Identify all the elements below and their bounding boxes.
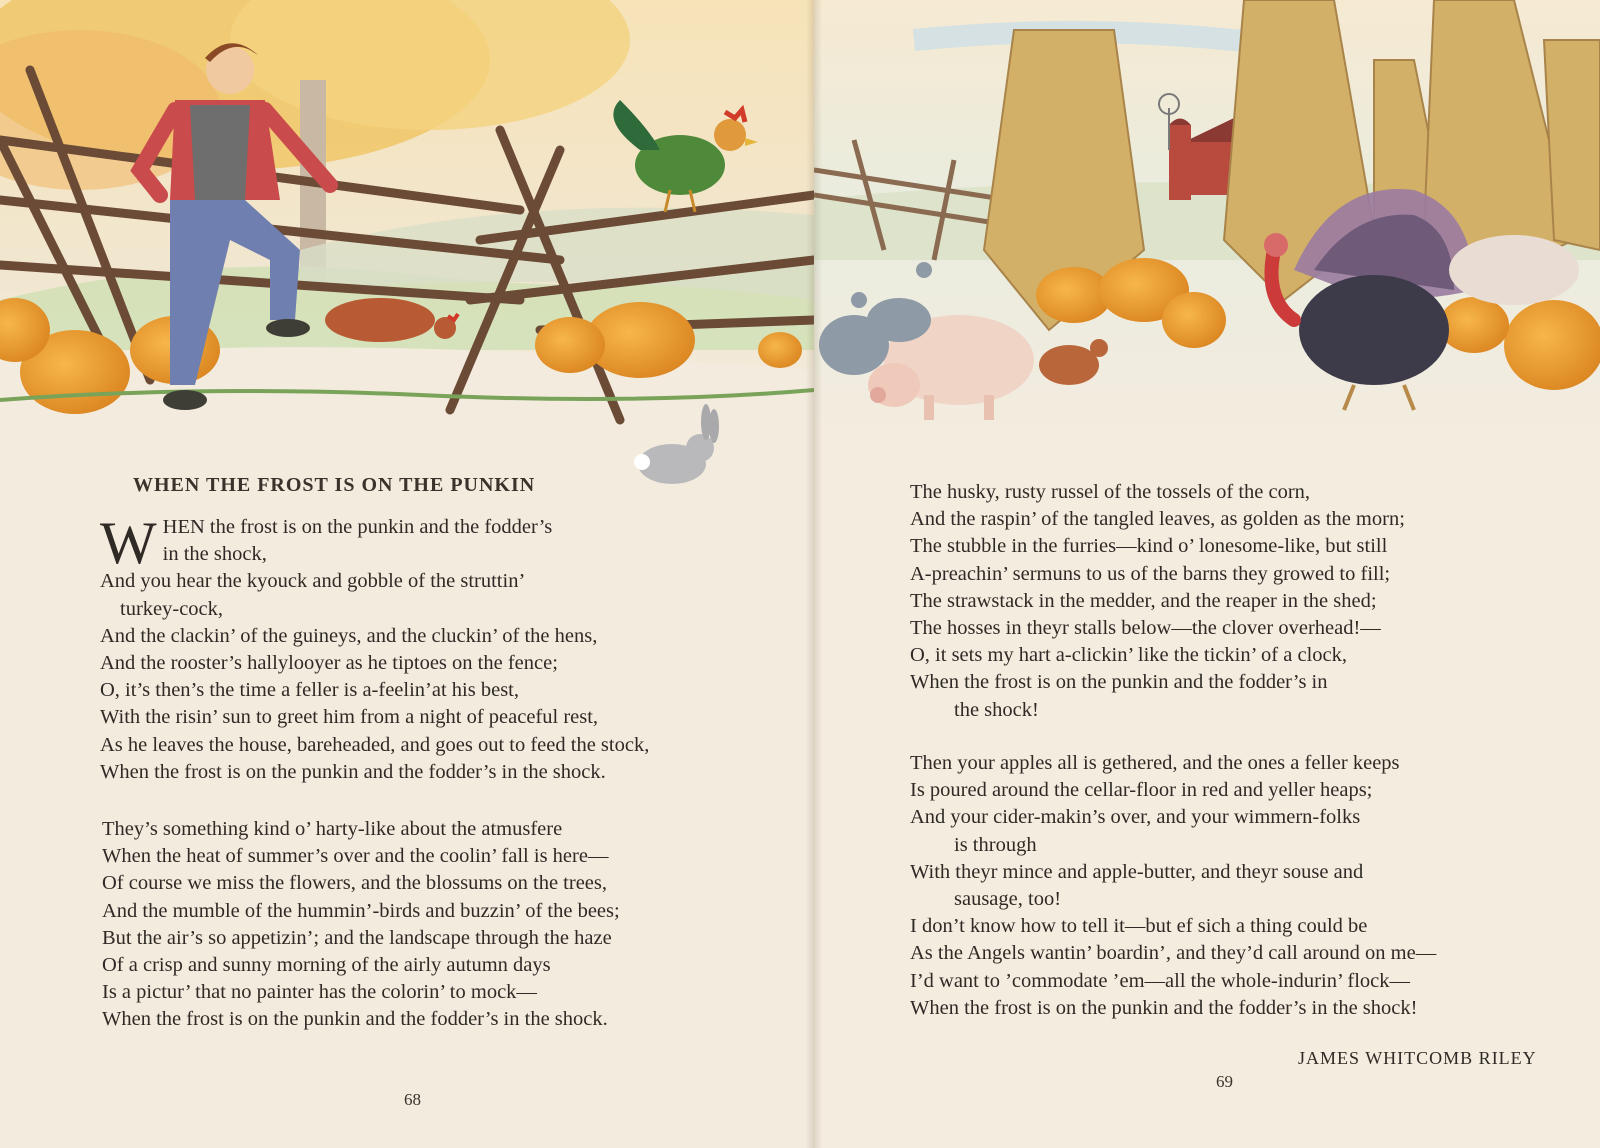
left-illustration (0, 0, 814, 495)
stanza-4 (910, 750, 1436, 1022)
poem-line: And the mumble of the hummin’-birds and buzzin’ of the bees; (102, 899, 620, 922)
poem-line: As the Angels wantin’ boardin’, and they’d call around on me— (910, 942, 1437, 965)
poem-line: Is a pictur’ that no painter has the colorin’ to mock— (102, 981, 537, 1004)
page-number-right: 69 (1216, 1072, 1233, 1091)
poem-line: And the rooster’s hallylooyer as he tiptoes on the fence; (100, 652, 558, 675)
poem-line: Is poured around the cellar-floor in red and yeller heaps; (910, 779, 1373, 802)
poem-line: And you hear the kyouck and gobble of the struttin’ (100, 570, 526, 593)
poem-line: As he leaves the house, bareheaded, and goes out to feed the stock, (100, 733, 650, 756)
poem-line: Of a crisp and sunny morning of the airly autumn days (102, 954, 551, 977)
poem-line: O, it’s then’s the time a feller is a-feelin’at his best, (100, 679, 519, 702)
poem-line: I’d want to ’commodate ’em—all the whole-indurin’ flock— (910, 969, 1411, 992)
poem-line: I don’t know how to tell it—but ef sich a thing could be (910, 915, 1368, 938)
pig-background (1449, 235, 1579, 305)
poem-line: When the frost is on the punkin and the fodder’s in the shock. (100, 760, 606, 783)
poem-line: The husky, rusty russel of the tossels of the corn, (910, 481, 1311, 503)
poem-line: When the heat of summer’s over and the coolin’ fall is here— (102, 845, 609, 868)
poem-line: With theyr mince and apple-butter, and theyr souse and (910, 860, 1364, 883)
poem-line: They’s something kind o’ harty-like about the atmusfere (102, 818, 563, 840)
poem-author: JAMES WHITCOMB RILEY (1298, 1048, 1537, 1068)
poem-line: in the shock, (162, 543, 267, 566)
poem-line: But the air’s so appetizin’; and the landscape through the haze (102, 926, 612, 949)
poem-line: When the frost is on the punkin and the fodder’s in the shock. (102, 1008, 608, 1031)
drop-cap: W (100, 510, 157, 576)
poem-line: When the frost is on the punkin and the fodder’s in the shock! (910, 996, 1418, 1019)
poem-line: sausage, too! (954, 888, 1062, 911)
poem-line: And the clackin’ of the guineys, and the cluckin’ of the hens, (100, 624, 598, 647)
poem-line: O, it sets my hart a-clickin’ like the tickin’ of a clock, (910, 644, 1347, 667)
poem-line: The strawstack in the medder, and the reaper in the shed; (910, 589, 1377, 612)
poem-line: The stubble in the furries—kind o’ lonesome-like, but still (910, 535, 1388, 558)
poem-line: HEN the frost is on the punkin and the fodder’s (162, 516, 553, 538)
poem-line: And your cider-makin’s over, and your wimmern-folks (910, 806, 1361, 829)
stanza-1 (100, 510, 650, 786)
right-illustration (814, 0, 1600, 450)
poem-line: The hosses in theyr stalls below—the clover overhead!— (910, 617, 1381, 640)
page-number-left: 68 (404, 1090, 421, 1109)
poem-line: Then your apples all is gethered, and the ones a feller keeps (910, 752, 1400, 774)
stanza-3 (910, 479, 1405, 724)
stanza-2 (102, 816, 620, 1034)
poem-line: Of course we miss the flowers, and the blossums on the trees, (102, 872, 607, 895)
poem-line: turkey-cock, (120, 597, 224, 620)
poem-line: is through (954, 833, 1037, 856)
poem-title: WHEN THE FROST IS ON THE PUNKIN (133, 474, 536, 496)
poem-line: the shock! (954, 698, 1039, 721)
poem-line: With the risin’ sun to greet him from a night of peaceful rest, (100, 706, 599, 729)
poem-line: When the frost is on the punkin and the fodder’s in (910, 671, 1328, 694)
book-gutter (806, 0, 822, 1148)
poem-line: And the raspin’ of the tangled leaves, as golden as the morn; (910, 508, 1405, 531)
right-page (814, 0, 1600, 1148)
poem-line: A-preachin’ sermuns to us of the barns they growed to fill; (910, 562, 1391, 585)
